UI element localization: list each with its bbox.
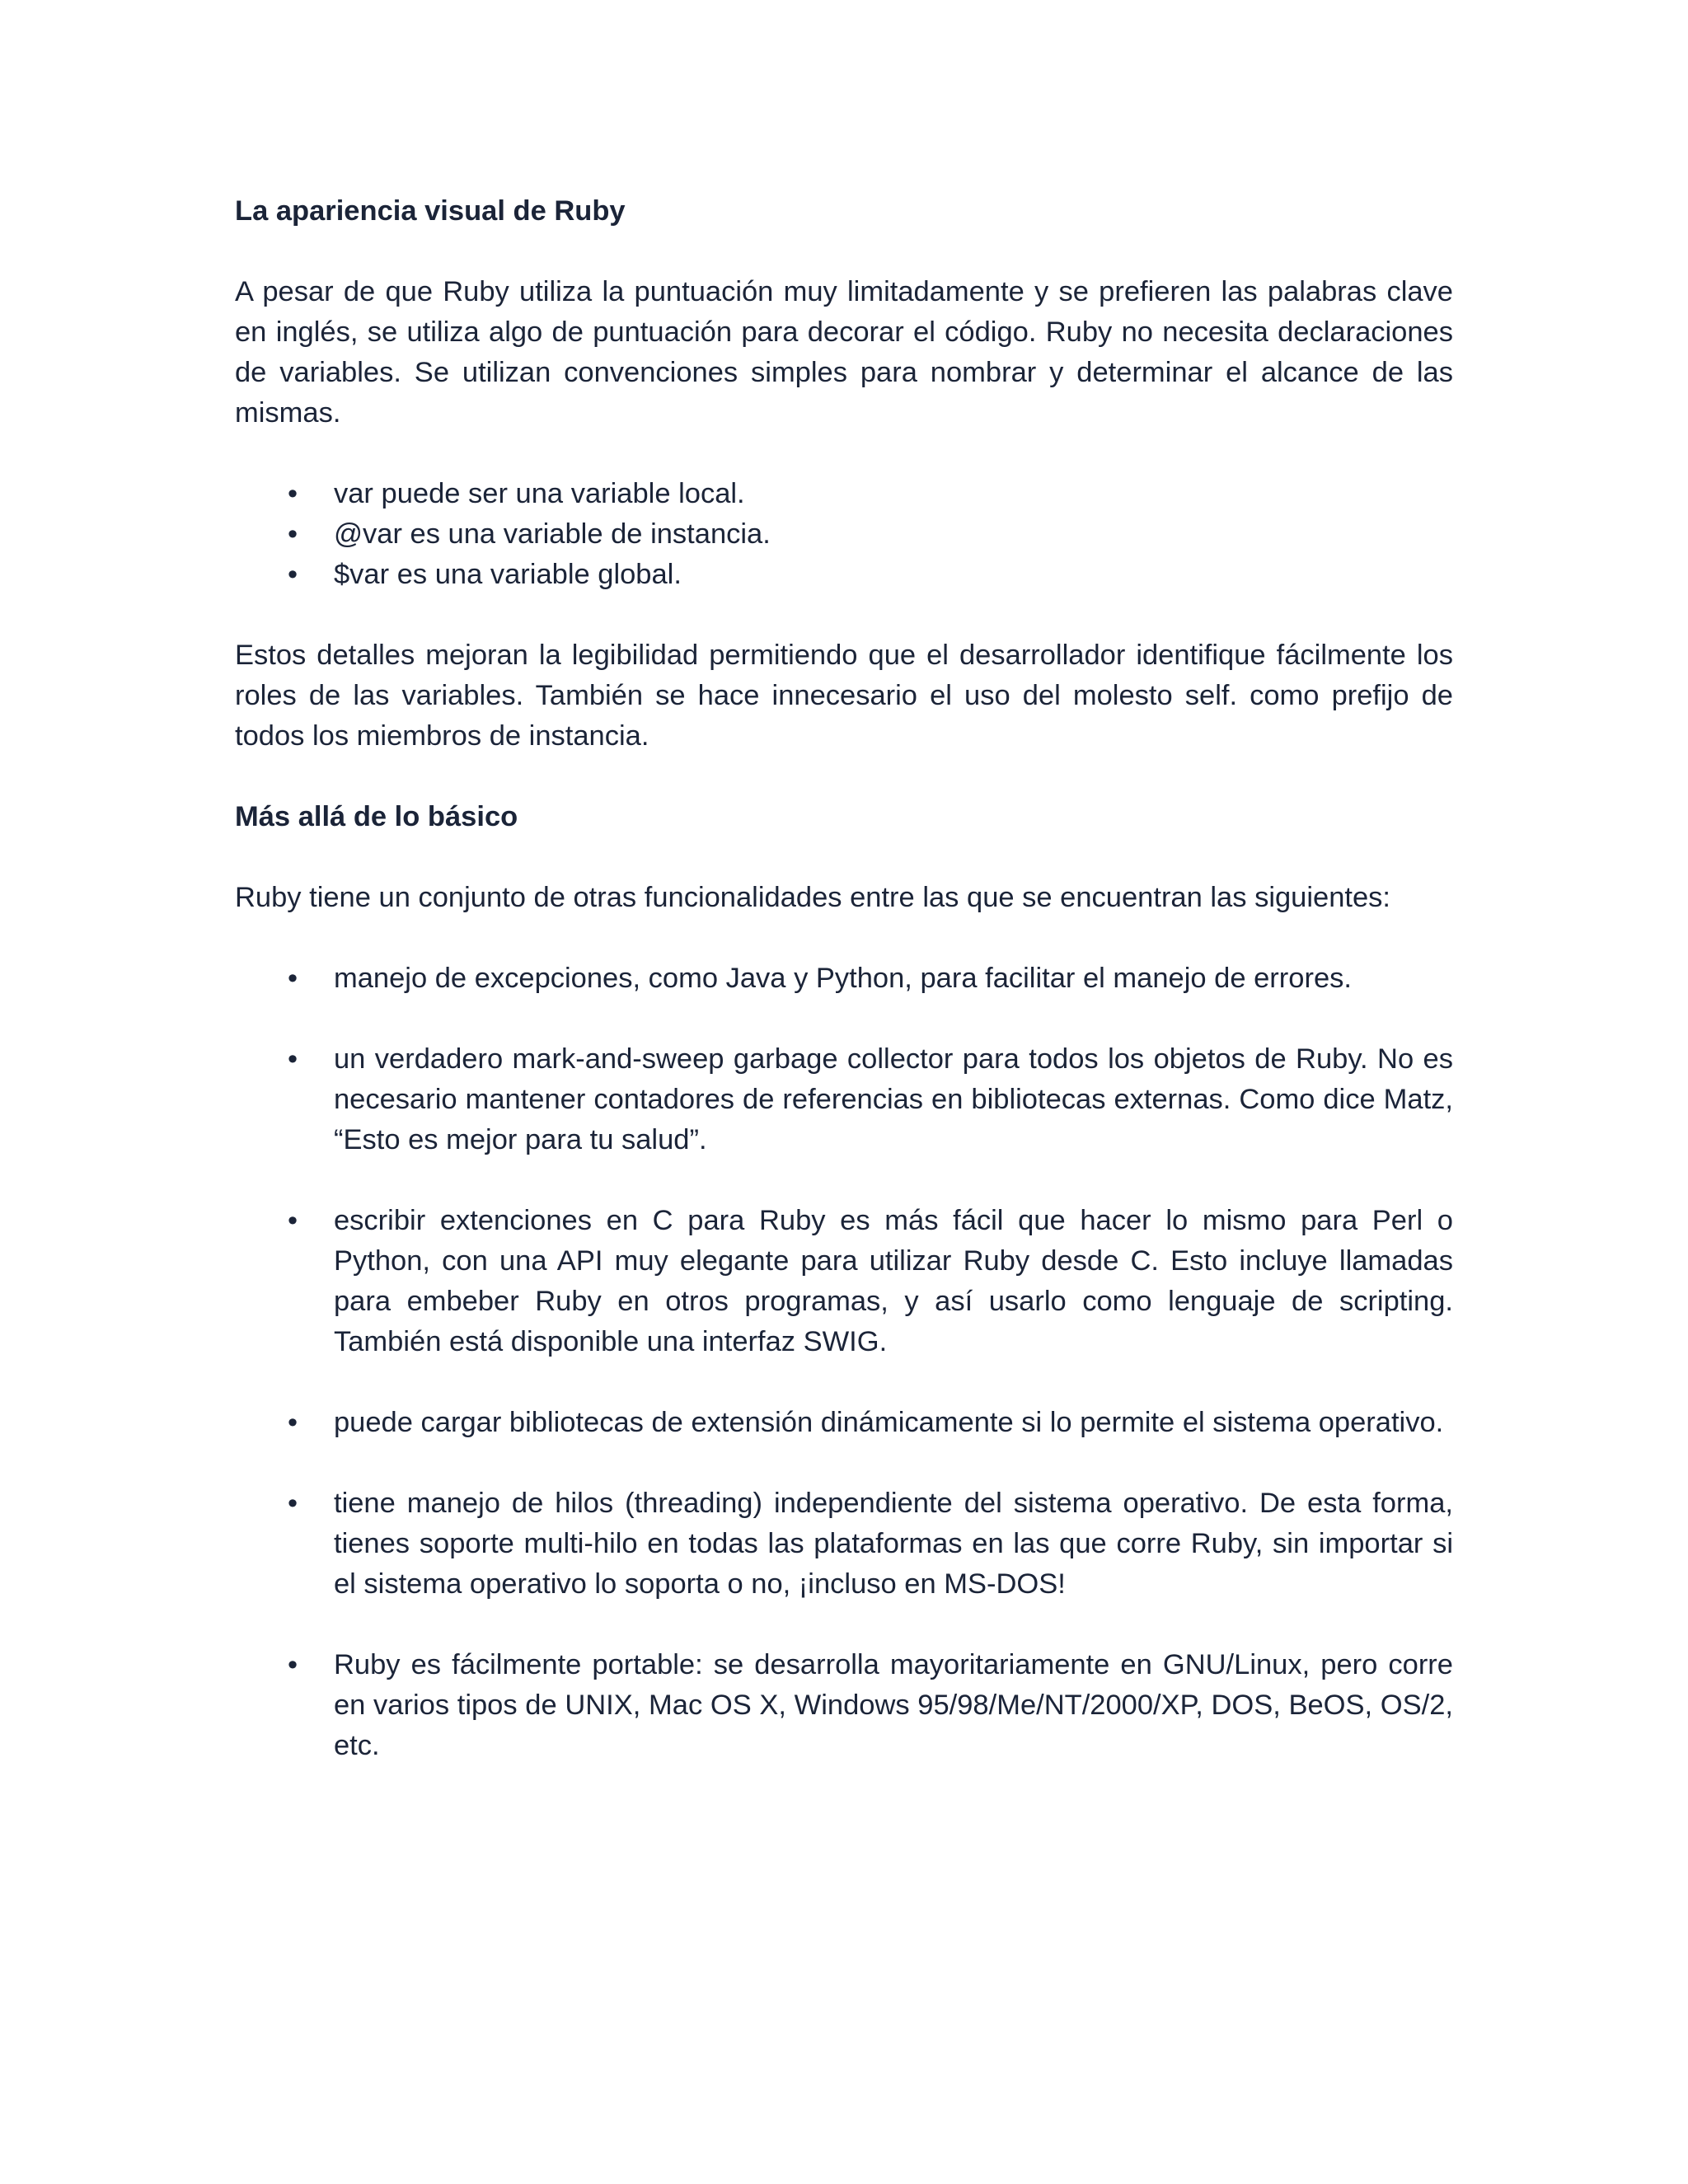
list-item-text: puede cargar bibliotecas de extensión dinámicamente si lo permite el sistema operativo. bbox=[334, 1407, 1444, 1438]
bullet-icon: • bbox=[287, 1649, 298, 1680]
bullet-icon: • bbox=[287, 478, 298, 509]
bullet-icon: • bbox=[287, 518, 298, 550]
variable-list bbox=[235, 474, 1453, 595]
bullet-icon: • bbox=[287, 559, 298, 590]
paragraph-features-intro: Ruby tiene un conjunto de otras funcionalidades entre las que se encuentran las siguientes: bbox=[235, 882, 1391, 913]
list-item-text: manejo de excepciones, como Java y Python, para facilitar el manejo de errores. bbox=[334, 963, 1352, 994]
list-item-text: escribir extenciones en C para Ruby es más fácil que hacer lo mismo para Perl o Python, con una API muy elegante para utilizar Ruby desde C. Esto incluye llamadas para embeber Ruby en otros programas, y así usarlo como lenguaje de scripting. También está disponible una interfaz SWIG. bbox=[334, 1205, 1453, 1357]
bullet-icon: • bbox=[287, 1205, 298, 1236]
section-heading-beyond: Más allá de lo básico bbox=[235, 801, 518, 832]
document-body bbox=[235, 191, 1453, 1766]
list-item-text: Ruby es fácilmente portable: se desarrolla mayoritariamente en GNU/Linux, pero corre en varios tipos de UNIX, Mac OS X, Windows 95/98/Me/NT/2000/XP, DOS, BeOS, OS/2, etc. bbox=[334, 1649, 1453, 1761]
bullet-icon: • bbox=[287, 1043, 298, 1075]
section-heading-visual: La apariencia visual de Ruby bbox=[235, 195, 626, 227]
features-list bbox=[235, 958, 1453, 1766]
list-item bbox=[235, 1039, 1453, 1160]
list-item-text: @var es una variable de instancia. bbox=[334, 518, 771, 550]
list-item-text: un verdadero mark-and-sweep garbage collector para todos los objetos de Ruby. No es necesario mantener contadores de referencias en bibliotecas externas. Como dice Matz, “Esto es mejor para tu salud”. bbox=[334, 1043, 1453, 1155]
list-item bbox=[235, 958, 1453, 999]
list-item bbox=[235, 474, 1453, 514]
paragraph-intro: A pesar de que Ruby utiliza la puntuación muy limitadamente y se prefieren las palabras clave en inglés, se utiliza algo de puntuación para decorar el código. Ruby no necesita declaraciones de variables. Se utilizan convenciones simples para nombrar y determinar el alcance de las mismas. bbox=[235, 276, 1453, 429]
paragraph-closing: Estos detalles mejoran la legibilidad permitiendo que el desarrollador identifique fácilmente los roles de las variables. También se hace innecesario el uso del molesto self. como prefijo de todos los miembros de instancia. bbox=[235, 640, 1453, 752]
list-item-text: $var es una variable global. bbox=[334, 559, 682, 590]
list-item bbox=[235, 1201, 1453, 1362]
list-item bbox=[235, 555, 1453, 595]
list-item-text: var puede ser una variable local. bbox=[334, 478, 745, 509]
bullet-icon: • bbox=[287, 1407, 298, 1438]
bullet-icon: • bbox=[287, 1488, 298, 1519]
list-item bbox=[235, 1483, 1453, 1605]
list-item-text: tiene manejo de hilos (threading) independiente del sistema operativo. De esta forma, tienes soporte multi-hilo en todas las plataformas en las que corre Ruby, sin importar si el sistema operativo lo soporta o no, ¡incluso en MS-DOS! bbox=[334, 1488, 1453, 1600]
bullet-icon: • bbox=[287, 963, 298, 994]
list-item bbox=[235, 514, 1453, 555]
list-item bbox=[235, 1645, 1453, 1766]
list-item bbox=[235, 1403, 1453, 1443]
